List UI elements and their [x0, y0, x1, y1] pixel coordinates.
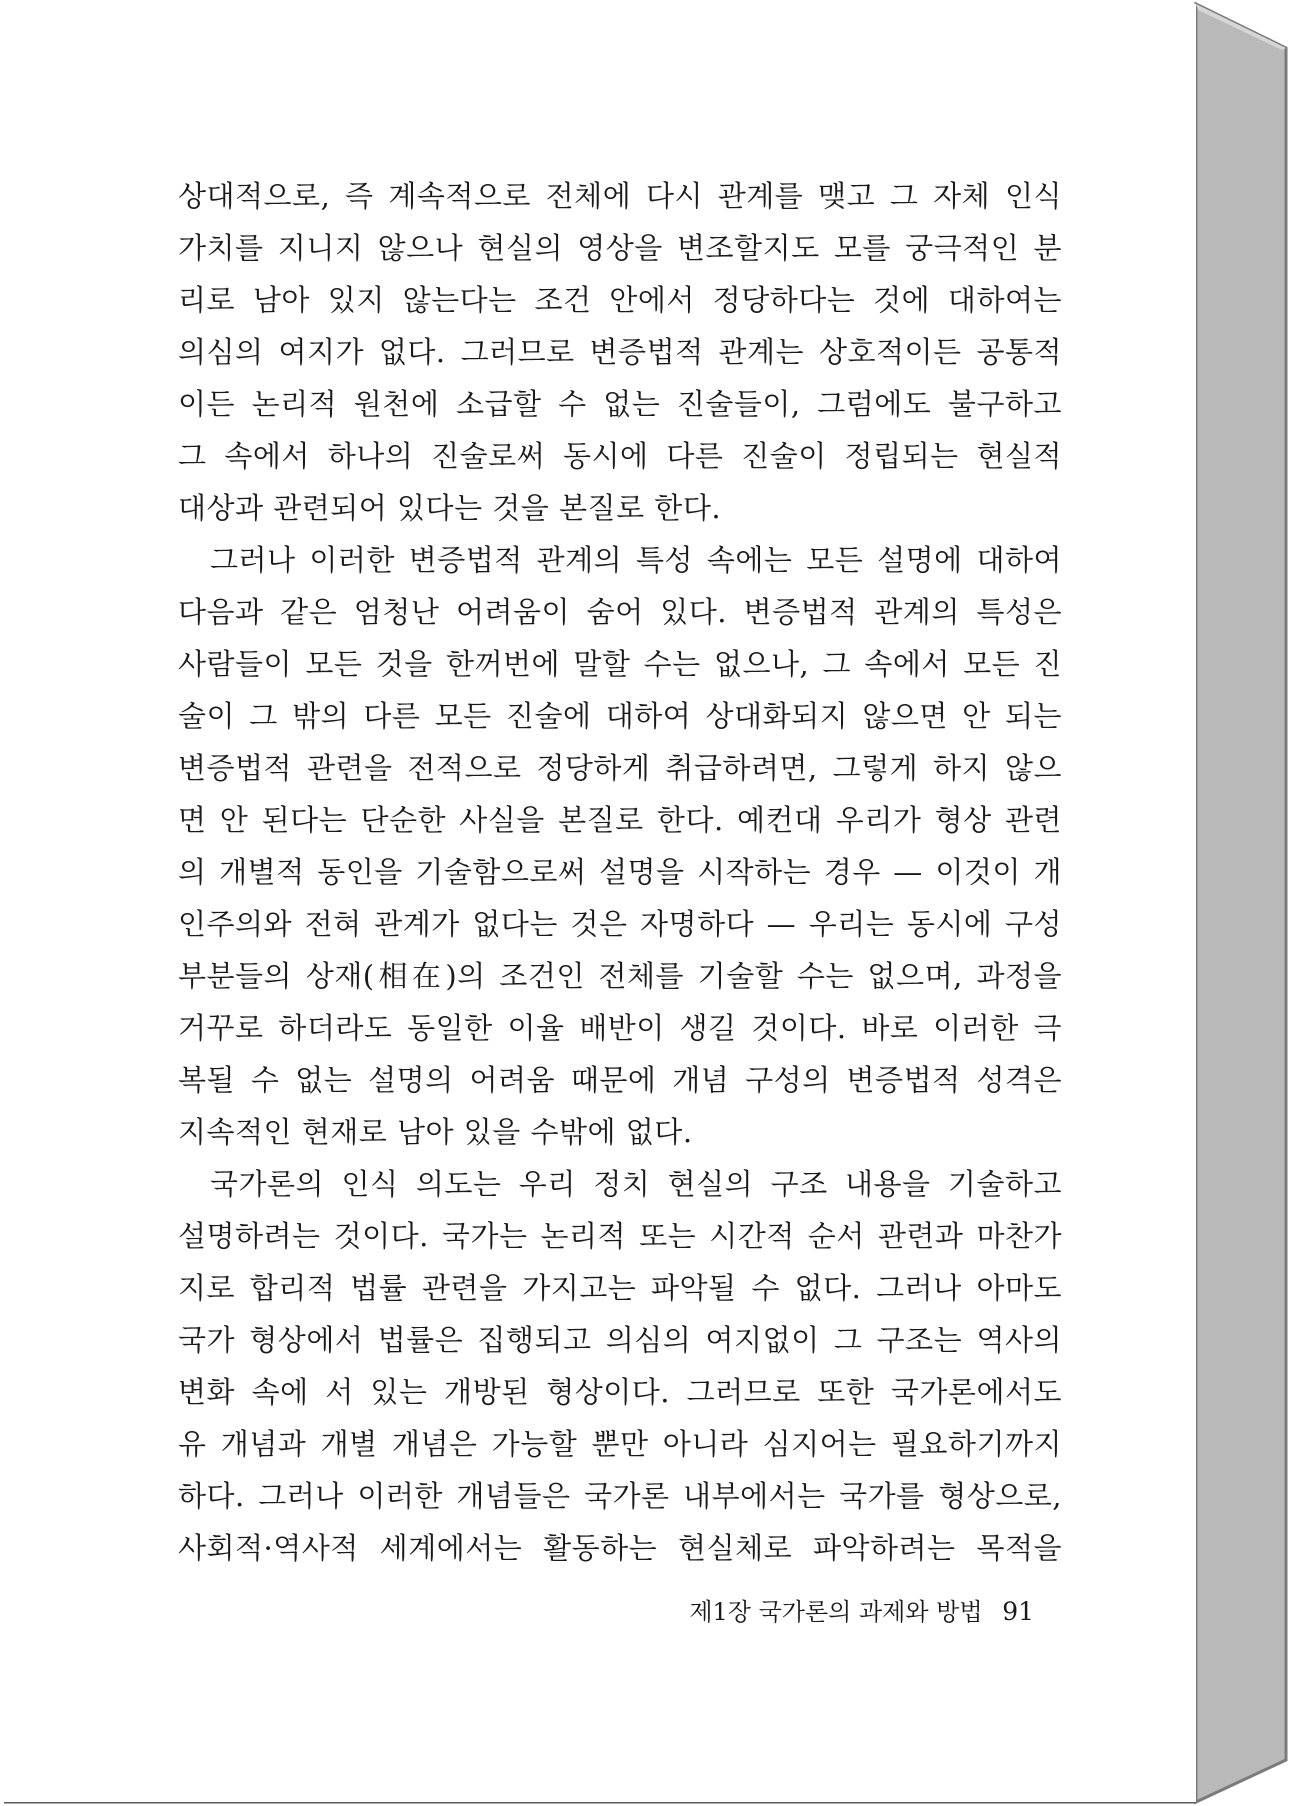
running-footer: [4, 1592, 1034, 1627]
text-line: 유 개념과 개별 개념은 가능할 뿐만 아니라 심지어는 필요하기까지: [178, 1427, 1062, 1461]
page: [4, 4, 1196, 1802]
text-line: 면 안 된다는 단순한 사실을 본질로 한다. 예컨대 우리가 형상 관련: [178, 803, 1062, 837]
text-line: 지속적인 현재로 남아 있을 수밖에 없다.: [178, 1115, 693, 1149]
footer-chapter: 제1장: [689, 1598, 751, 1626]
text-line: 의 개별적 동인을 기술함으로써 설명을 시작하는 경우 — 이것이 개: [178, 855, 1062, 889]
text-line: 사회적·역사적 세계에서는 활동하는 현실체로 파악하려는 목적을: [178, 1531, 1062, 1565]
text-line: 설명하려는 것이다. 국가는 논리적 또는 시간적 순서 관련과 마찬가: [178, 1219, 1062, 1253]
text-line: 인주의와 전혀 관계가 없다는 것은 자명하다 — 우리는 동시에 구성: [178, 907, 1062, 941]
text-line: 국가 형상에서 법률은 집행되고 의심의 여지없이 그 구조는 역사의: [178, 1323, 1062, 1357]
text-line: 변증법적 관련을 전적으로 정당하게 취급하려면, 그렇게 하지 않으: [178, 751, 1062, 785]
text-line: 국가론의 인식 의도는 우리 정치 현실의 구조 내용을 기술하고: [210, 1167, 1062, 1201]
text-line: 복될 수 없는 설명의 어려움 때문에 개념 구성의 변증법적 성격은: [178, 1063, 1062, 1097]
text-line: 하다. 그러나 이러한 개념들은 국가론 내부에서는 국가를 형상으로,: [178, 1479, 1062, 1513]
text-line: 변화 속에 서 있는 개방된 형상이다. 그러므로 또한 국가론에서도: [178, 1375, 1062, 1409]
text-line: 그러나 이러한 변증법적 관계의 특성 속에는 모든 설명에 대하여: [210, 543, 1062, 577]
text-line: 지로 합리적 법률 관련을 가지고는 파악될 수 없다. 그러나 아마도: [178, 1271, 1062, 1305]
text-line: 그 속에서 하나의 진술로써 동시에 다른 진술이 정립되는 현실적: [178, 439, 1062, 473]
text-line: 술이 그 밖의 다른 모든 진술에 대하여 상대화되지 않으면 안 되는: [178, 699, 1062, 733]
text-line: 의심의 여지가 없다. 그러므로 변증법적 관계는 상호적이든 공통적: [178, 335, 1062, 369]
text-line: 부분들의 상재(相在)의 조건인 전체를 기술할 수는 없으며, 과정을: [178, 959, 1062, 993]
footer-title: 국가론의 과제와 방법: [758, 1598, 983, 1626]
text-line: 이든 논리적 원천에 소급할 수 없는 진술들이, 그럼에도 불구하고: [178, 387, 1062, 421]
text-line: 대상과 관련되어 있다는 것을 본질로 한다.: [178, 491, 722, 525]
text-line: 가치를 지니지 않으나 현실의 영상을 변조할지도 모를 궁극적인 분: [178, 231, 1062, 265]
body-text: [178, 170, 1062, 1574]
text-line: 사람들이 모든 것을 한꺼번에 말할 수는 없으나, 그 속에서 모든 진: [178, 647, 1062, 681]
page-number: 91: [1002, 1597, 1034, 1626]
text-line: 거꾸로 하더라도 동일한 이율 배반이 생길 것이다. 바로 이러한 극: [178, 1011, 1062, 1045]
text-line: 상대적으로, 즉 계속적으로 전체에 다시 관계를 맺고 그 자체 인식: [178, 179, 1062, 213]
text-line: 리로 남아 있지 않는다는 조건 안에서 정당하다는 것에 대하여는: [178, 283, 1062, 317]
text-line: 다음과 같은 엄청난 어려움이 숨어 있다. 변증법적 관계의 특성은: [178, 595, 1062, 629]
